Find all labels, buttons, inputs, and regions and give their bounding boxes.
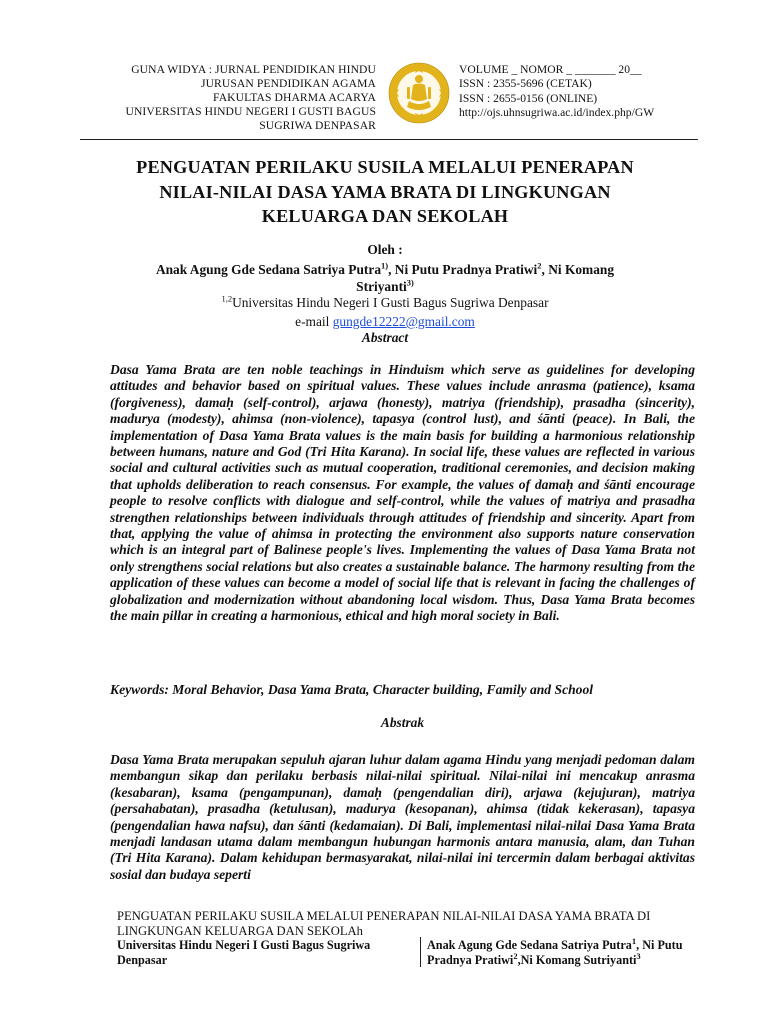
author-3: Striyanti	[356, 278, 407, 294]
email-label: e-mail	[295, 314, 333, 329]
footer-author-2: , Ni Putu Pradnya Pratiwi	[427, 938, 683, 967]
email-line	[90, 314, 680, 331]
volume-number: VOLUME _ NOMOR _ _______ 20__	[459, 63, 642, 76]
abstract-paragraph: Dasa Yama Brata are ten noble teachings in Hinduism which serve as guidelines for developing attitudes and behavior based on spiritual values. These values include anrasma (patience), ksama (forgiveness), damaḥ (self-control), arjawa (honesty), matriya (friendship), prasadha (sincerity), madurya (modesty), ahimsa (non-violence), tapasya (control lust), and śānti (peace). In Bali, the implementation of Dasa Yama Brata values is the main basis for building a harmonious relationship between humans, nature and God (Tri Hita Karana). In social life, these values are reflected in various social and cultural activities such as mutual cooperation, traditional ceremonies, and decision making that upholds deliberation to reach consensus. For example, the values of damaḥ and śānti encourage people to resolve conflicts with dialogue and self-control, while the values of matriya and prasadha strengthen relationships between individuals through attitudes of friendship and sincerity. Apart from that, applying the value of ahimsa in protecting the environment also supports nature conservation which is an integral part of Balinese people's lives. Implementing the values of Dasa Yama Brata not only strengthens social relations but also creates a sustainable balance. The harmony resulting from the application of these values can become a model of social life that is relevant in facing the challenges of globalization and modernization without abandoning local wisdom. Thus, Dasa Yama Brata becomes the main pillar in creating a harmonious, ethical and high moral society in Bali.	[110, 362, 695, 624]
author-3-prefix: , Ni Komang	[541, 262, 615, 277]
header-divider	[80, 139, 698, 140]
author-2-sup: 2	[537, 260, 542, 271]
footer-author-1-sup: 1	[631, 935, 637, 946]
affiliation-sup: 1,2	[221, 293, 233, 304]
author-3-sup: 3)	[406, 277, 414, 288]
affiliation	[90, 295, 680, 312]
paper-title-line2: NILAI-NILAI DASA YAMA BRATA DI LINGKUNGAN	[159, 181, 611, 202]
footer-author-1: Anak Agung Gde Sedana Satriya Putra	[427, 938, 632, 952]
footer-author-2-sup: 2	[513, 950, 518, 961]
journal-name: GUNA WIDYA : JURNAL PENDIDIKAN HINDU	[131, 63, 376, 76]
university-name-line1: UNIVERSITAS HINDU NEGERI I GUSTI BAGUS	[125, 105, 376, 118]
paper-title-line3: KELUARGA DAN SEKOLAH	[261, 206, 509, 226]
issn-print: ISSN : 2355-5696 (CETAK)	[459, 77, 592, 91]
issn-online: ISSN : 2655-0156 (ONLINE)	[459, 91, 598, 105]
journal-header-right	[459, 63, 699, 121]
affiliation-text: Universitas Hindu Negeri I Gusti Bagus Sugriwa Denpasar	[232, 295, 549, 310]
journal-url[interactable]: http://ojs.uhnsugriwa.ac.id/index.php/GW	[459, 106, 655, 120]
university-name-line2: SUGRIWA DENPASAR	[259, 119, 376, 132]
footer-title: PENGUATAN PERILAKU SUSILA MELALUI PENERAPAN NILAI-NILAI DASA YAMA BRATA DI LINGKUNGAN KELUARGA DAN SEKOLAh	[117, 909, 651, 938]
footer-author-3: ,Ni Komang Sutriyanti	[517, 953, 637, 967]
paper-title-line1: PENGUATAN PERILAKU SUSILA MELALUI PENERAPAN	[136, 157, 634, 177]
faculty-name: FAKULTAS DHARMA ACARYA	[213, 91, 376, 104]
author-2: , Ni Putu Pradnya Pratiwi	[388, 262, 538, 277]
footer-divider	[420, 937, 421, 967]
footer-authors	[427, 935, 702, 968]
abstrak-paragraph: Dasa Yama Brata merupakan sepuluh ajaran luhur dalam agama Hindu yang menjadi pedoman dalam membangun sikap dan perilaku berbasis nilai-nilai spiritual. Nilai-nilai ini mencakup anrasma (kesabaran), ksama (pengampunan), damaḥ (pengendalian diri), arjawa (kejujuran), matriya (persahabatan), prasadha (ketulusan), madurya (kesopanan), ahimsa (tidak kekerasan), tapasya (pengendalian hawa nafsu), dan śānti (kedamaian). Di Bali, implementasi nilai-nilai Dasa Yama Brata menjadi landasan utama dalam membangun hubungan harmonis antara manusia, alam, dan Tuhan (Tri Hita Karana). Dalam kehidupan bermasyarakat, nilai-nilai ini tercermin dalam berbagai aktivitas sosial dan budaya seperti	[110, 752, 695, 882]
oleh-label: Oleh :	[367, 242, 403, 257]
footer-institution: Universitas Hindu Negeri I Gusti Bagus Sugriwa Denpasar	[117, 938, 371, 967]
abstrak-heading: Abstrak	[380, 715, 425, 730]
footer-author-3-sup: 3	[636, 950, 641, 961]
author-1-sup: 1)	[381, 260, 389, 271]
email-link[interactable]: gungde12222@gmail.com	[332, 314, 475, 329]
university-emblem-icon	[385, 59, 453, 127]
paper-title	[90, 155, 680, 229]
author-1: Anak Agung Gde Sedana Satriya Putra	[155, 262, 382, 277]
author-list	[90, 262, 680, 295]
keywords: Keywords: Moral Behavior, Dasa Yama Brata, Character building, Family and School	[110, 682, 594, 697]
journal-header-left	[80, 63, 376, 133]
abstract-heading: Abstract	[361, 330, 409, 345]
department-name: JURUSAN PENDIDIKAN AGAMA	[200, 77, 376, 90]
